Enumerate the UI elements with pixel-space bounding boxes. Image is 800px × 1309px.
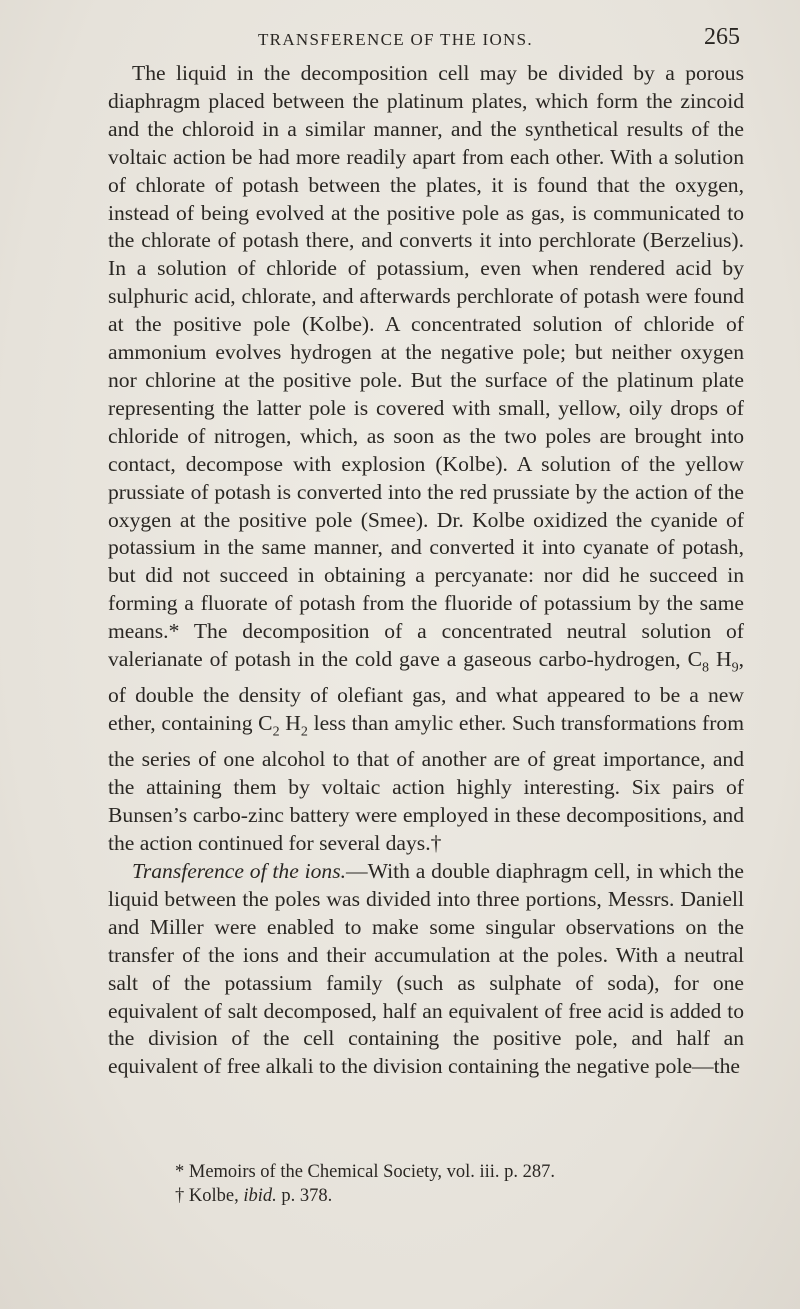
paragraph-text: The liquid in the decomposition cell may be divided by a porous diaphragm placed between the platinum plates, which form the zincoid and the chloroid in a similar manner, and the synthetical results of the voltaic action be had more readily apart from each other. With a solution of chlorate of potash between the plates, it is found that the oxygen, instead of being evolved at the positive pole as gas, is communicated to the chlorate of potash there, and converts it into perchlorate (Berzelius). In a solution of chloride of potassium, even when rendered acid by sulphuric acid, chlorate, and afterwards perchlorate of potash were found at the positive pole (Kolbe). A concentrated solution of chloride of ammonium evolves hydrogen at the negative pole; but neither oxygen nor chlorine at the positive pole. But the surface of the platinum plate representing the latter pole is covered with small, yellow, oily drops of chloride of nitrogen, which, as soon as the two poles are brought into contact, decompose with explosion (Kolbe). A solution of the yellow prussiate of potash is converted into the red prussiate by the action of the oxygen at the positive pole (Smee). Dr. Kolbe oxidized the cyanide of potassium in the same manner, and converted it into cyanate of potash, but did not succeed in obtaining a percyanate: nor did he succeed in forming a fluorate of potash from the fluoride of potassium by the same means.* The decomposition of a concentrated neutral solution of valerianate of potash in the cold gave a gaseous carbo-hydrogen, C (108, 61, 744, 672)
footnote-italic: ibid. (243, 1186, 277, 1206)
paragraph-text: less than amylic ether. Such transformations from the series of one alcohol to that of another are of great importance, and the attaining them by voltaic action highly interesting. Six pairs of Bunsen’s carbo-zinc battery were employed in these decompositions, and the action continued for several days.† (108, 711, 744, 856)
body-text (108, 60, 744, 1081)
paragraph (108, 60, 744, 858)
paragraph-text: , of double the density of olefiant gas, and what appeared to be a new ether, containing C (108, 647, 745, 736)
paragraph-text: H (279, 711, 301, 736)
footnotes (175, 1160, 735, 1208)
footnote: * Memoirs of the Chemical Society, vol. iii. p. 287. (175, 1162, 556, 1182)
page-number: 265 (704, 24, 740, 50)
subscript: 2 (272, 723, 280, 740)
running-title: TRANSFERENCE OF THE IONS. (258, 30, 533, 49)
footnote-text: p. 378. (276, 1186, 333, 1206)
paragraph (108, 858, 744, 1081)
footnote (175, 1184, 735, 1208)
paragraph-text: H (709, 647, 732, 672)
section-heading: Transference of the ions. (132, 859, 347, 883)
subscript: 8 (702, 659, 710, 676)
subscript: 2 (300, 723, 308, 740)
page-header (110, 24, 740, 54)
paragraph-text: —With a double diaphragm cell, in which the liquid between the poles was divided into three portions, Messrs. Daniell and Miller were enabled to make some singular observations on the transfer of the ions and their accumulation at the poles. With a neutral salt of the potassium family (such as sulphate of soda), for one equivalent of salt decomposed, half an equivalent of free acid is added to the division of the cell containing the positive pole, and half an equivalent of free alkali to the division containing the negative pole—the (108, 859, 744, 1079)
footnote-text: † Kolbe, (175, 1186, 244, 1206)
subscript: 9 (731, 659, 739, 676)
